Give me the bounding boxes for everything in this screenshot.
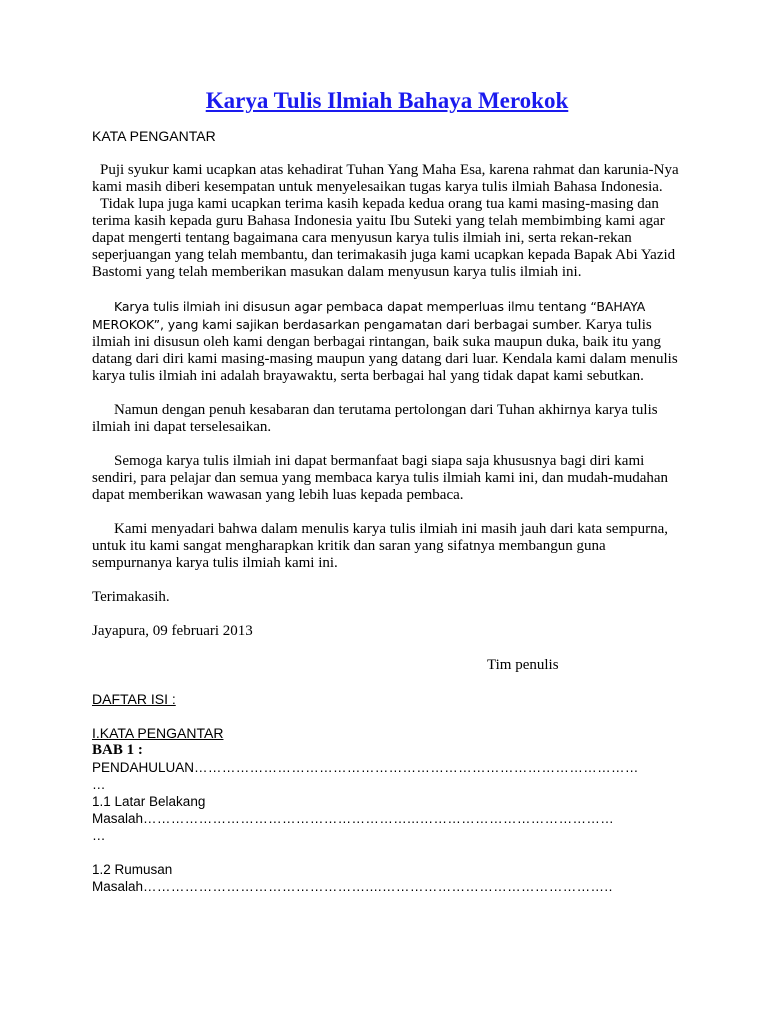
toc-masalah-2-label: Masalah [92, 879, 144, 894]
paragraph-4: Namun dengan penuh kesabaran dan terutama pertolongan dari Tuhan akhirnya karya tulis ilmiah ini dapat terselesaikan. [92, 402, 658, 435]
toc-masalah-1-label: Masalah [92, 811, 144, 826]
toc-pendahuluan-label: PENDAHULUAN [92, 760, 195, 775]
toc-item-1-1-masalah [92, 810, 682, 827]
closing-thanks: Terimakasih. [92, 589, 170, 605]
toc-pendahuluan-dots: …………………………………………………………………………………… [194, 760, 639, 775]
toc-masalah-1-dots: …………………………………………………...…………………………………… [143, 811, 615, 826]
document-title-link[interactable]: Karya Tulis Ilmiah Bahaya Merokok [205, 88, 569, 113]
paragraph-6: Kami menyadari bahwa dalam menulis karya tulis ilmiah ini masih jauh dari kata sempurna, untuk itu kami sangat mengharapkan kritik dan saran yang sifatnya membangun guna sempurnanya karya tulis ilmiah kami ini. [92, 521, 669, 571]
paragraph-5: Semoga karya tulis ilmiah ini dapat bermanfaat bagi siapa saja khususnya bagi diri kami sendiri, para pelajar dan semua yang membaca karya tulis ilmiah kami ini, dan mudah-mudahan dapat memberikan wawasan yang lebih luas kepada pembaca. [92, 453, 669, 503]
place-date: Jayapura, 09 februari 2013 [92, 623, 253, 639]
paragraph-3 [92, 298, 682, 385]
toc-bab-1: BAB 1 : [92, 742, 143, 758]
toc-item-1-2: 1.2 Rumusan [92, 862, 173, 877]
paragraph-3-serif-part: Karya tulis ilmiah ini disusun oleh kami dengan berbagai rintangan, baik suka maupun duka, baik itu yang datang dari diri kami masing-masing maupun yang datang dari luar. Kendala kami dalam menulis karya tulis ilmiah ini adalah brayawaktu, serta berbagai hal yang tidak dapat kami sebutkan. [92, 317, 678, 384]
kata-pengantar-heading: KATA PENGANTAR [92, 128, 216, 144]
toc-item-kata-pengantar: I.KATA PENGANTAR [92, 725, 224, 741]
toc-pendahuluan-continuation: … [92, 777, 106, 792]
toc-item-pendahuluan [92, 759, 682, 776]
toc-item-1-2-masalah [92, 878, 682, 895]
toc-masalah-1-continuation: … [92, 828, 106, 843]
signature: Tim penulis [487, 657, 559, 673]
paragraph-3-sans-part: Karya tulis ilmiah ini disusun agar pembaca dapat memperluas ilmu tentang “BAHAYA MEROKOK”, yang kami sajikan berdasarkan pengamatan dari berbagai sumber. [92, 299, 646, 332]
toc-masalah-2-dots: …………………………………………....………………………………………….. [143, 879, 613, 894]
paragraph-2: Tidak lupa juga kami ucapkan terima kasih kepada kedua orang tua kami masing-masing dan terima kasih kepada guru Bahasa Indonesia yaitu Ibu Suteki yang telah membimbing kami agar dapat mengerti tentang bagaimana cara menyusun karya tulis ilmiah ini, serta rekan-rekan seperjuangan yang telah membantu, dan terimakasih juga kami ucapkan kepada Bapak Abi Yazid Bastomi yang telah memberikan masukan dalam menyusun karya tulis ilmiah ini. [92, 196, 676, 280]
paragraph-1: Puji syukur kami ucapkan atas kehadirat Tuhan Yang Maha Esa, karena rahmat dan karunia-Nya kami masih diberi kesempatan untuk menyelesaikan tugas karya tulis ilmiah Bahasa Indonesia. [92, 162, 679, 195]
toc-item-1-1: 1.1 Latar Belakang [92, 794, 206, 809]
toc-heading: DAFTAR ISI : [92, 691, 176, 707]
document-page [92, 86, 682, 895]
